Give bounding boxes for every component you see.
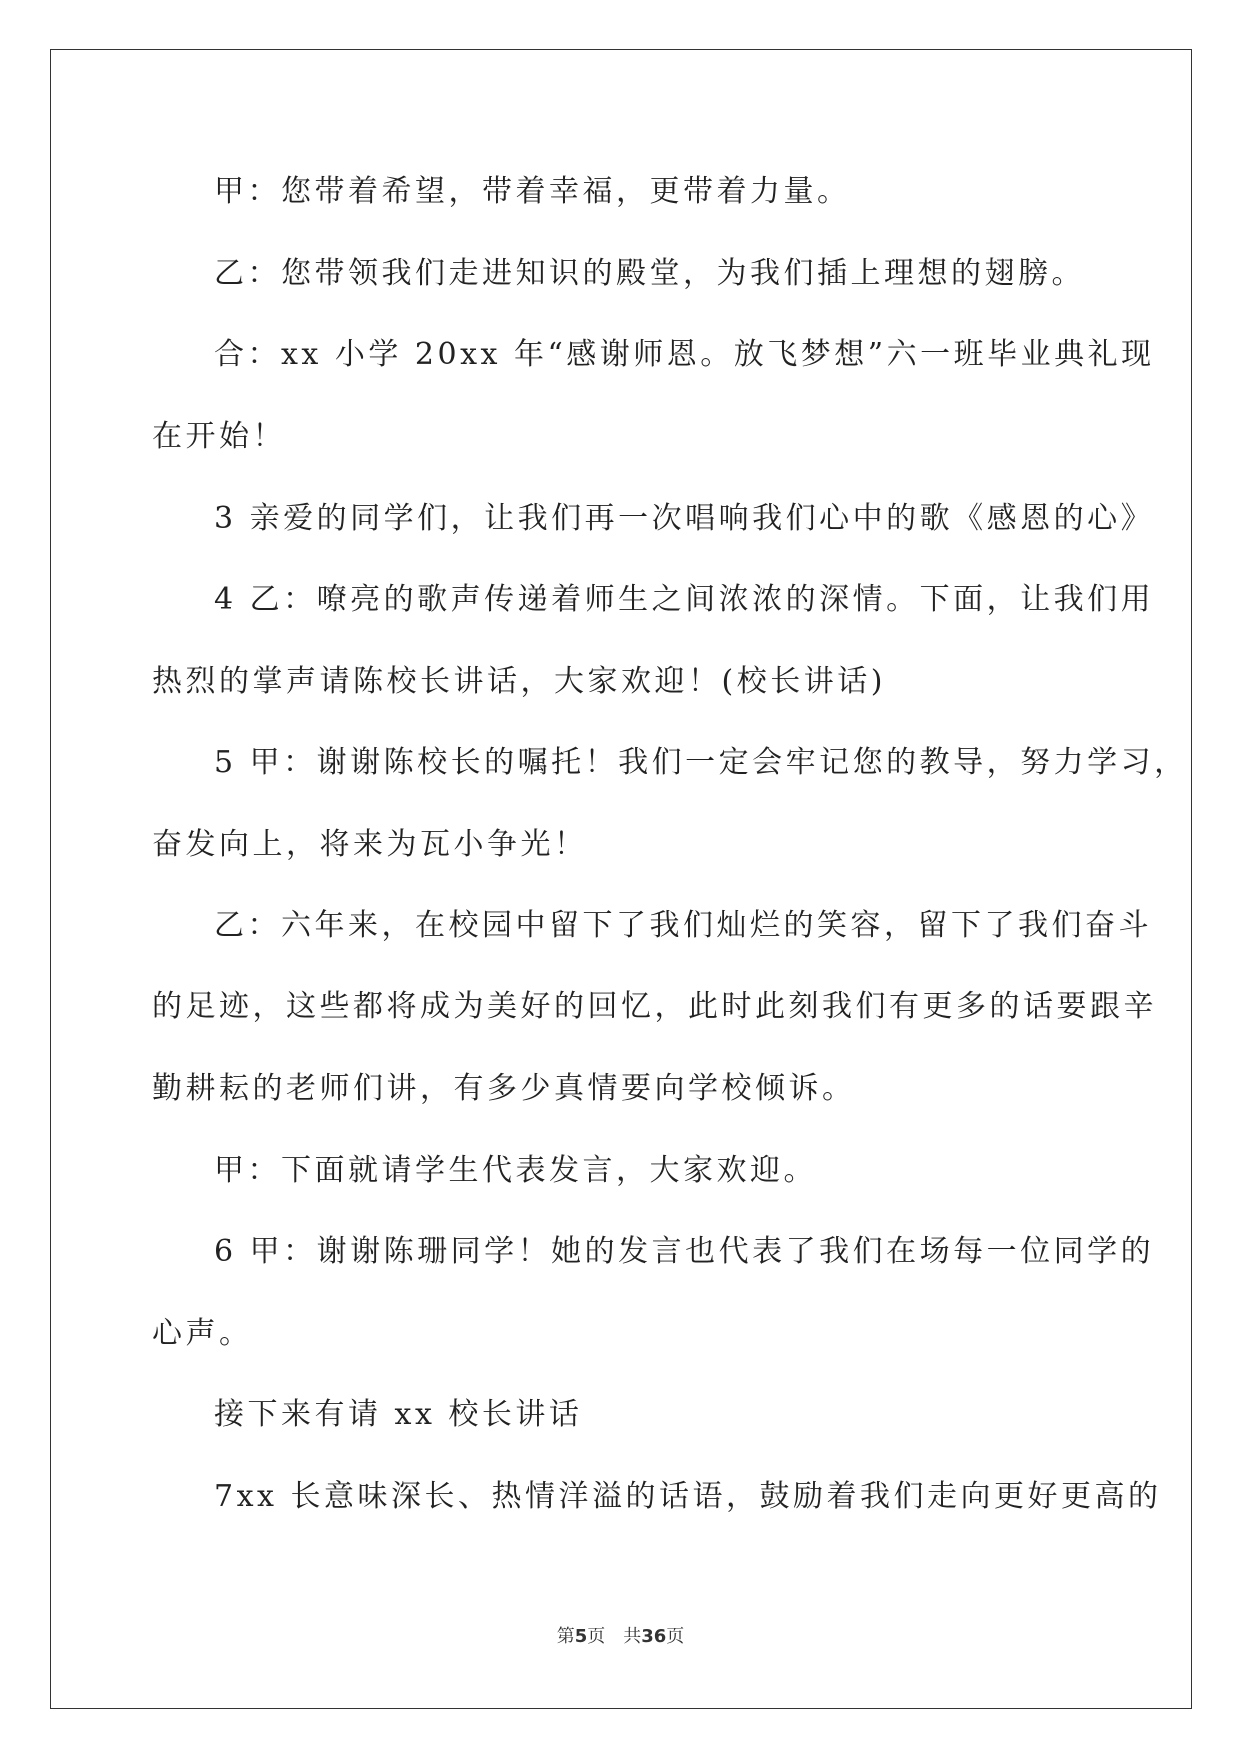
paragraph-line: 乙：六年来，在校园中留下了我们灿烂的笑容，留下了我们奋斗	[214, 908, 1152, 943]
paragraph-line: 接下来有请 xx 校长讲话	[214, 1397, 583, 1432]
paragraph-line: 甲：下面就请学生代表发言，大家欢迎。	[214, 1153, 817, 1188]
page-border	[50, 49, 1192, 1709]
paragraph-line: 的足迹，这些都将成为美好的回忆，此时此刻我们有更多的话要跟辛	[152, 989, 1157, 1024]
paragraph-line: 勤耕耘的老师们讲，有多少真情要向学校倾诉。	[152, 1071, 856, 1106]
paragraph-line: 心声。	[152, 1316, 253, 1351]
paragraph-line: 奋发向上，将来为瓦小争光！	[152, 827, 588, 862]
page-prefix: 第	[556, 1626, 575, 1647]
page-footer	[0, 1625, 1241, 1649]
paragraph-line: 甲：您带着希望，带着幸福，更带着力量。	[214, 174, 851, 209]
paragraph-line: 5 甲：谢谢陈校长的嘱托！我们一定会牢记您的教导，努力学习，	[214, 745, 1188, 780]
page-number: 5	[574, 1626, 588, 1647]
paragraph-line: 在开始！	[152, 419, 286, 454]
paragraph-line: 7xx 长意味深长、热情洋溢的话语，鼓励着我们走向更好更高的	[214, 1479, 1162, 1514]
paragraph-line: 6 甲：谢谢陈珊同学！她的发言也代表了我们在场每一位同学的	[214, 1234, 1155, 1269]
total-prefix: 共	[623, 1626, 642, 1647]
paragraph-line: 3 亲爱的同学们，让我们再一次唱响我们心中的歌《感恩的心》	[214, 501, 1155, 536]
page-suffix: 页	[587, 1626, 606, 1647]
total-suffix: 页	[666, 1626, 685, 1647]
paragraph-line: 热烈的掌声请陈校长讲话，大家欢迎！(校长讲话)	[152, 664, 886, 699]
paragraph-line: 合：xx 小学 20xx 年“感谢师恩。放飞梦想”六一班毕业典礼现	[214, 337, 1155, 372]
paragraph-line: 4 乙：嘹亮的歌声传递着师生之间浓浓的深情。下面，让我们用	[214, 582, 1155, 617]
paragraph-line: 乙：您带领我们走进知识的殿堂，为我们插上理想的翅膀。	[214, 256, 1085, 291]
total-pages: 36	[641, 1626, 667, 1647]
